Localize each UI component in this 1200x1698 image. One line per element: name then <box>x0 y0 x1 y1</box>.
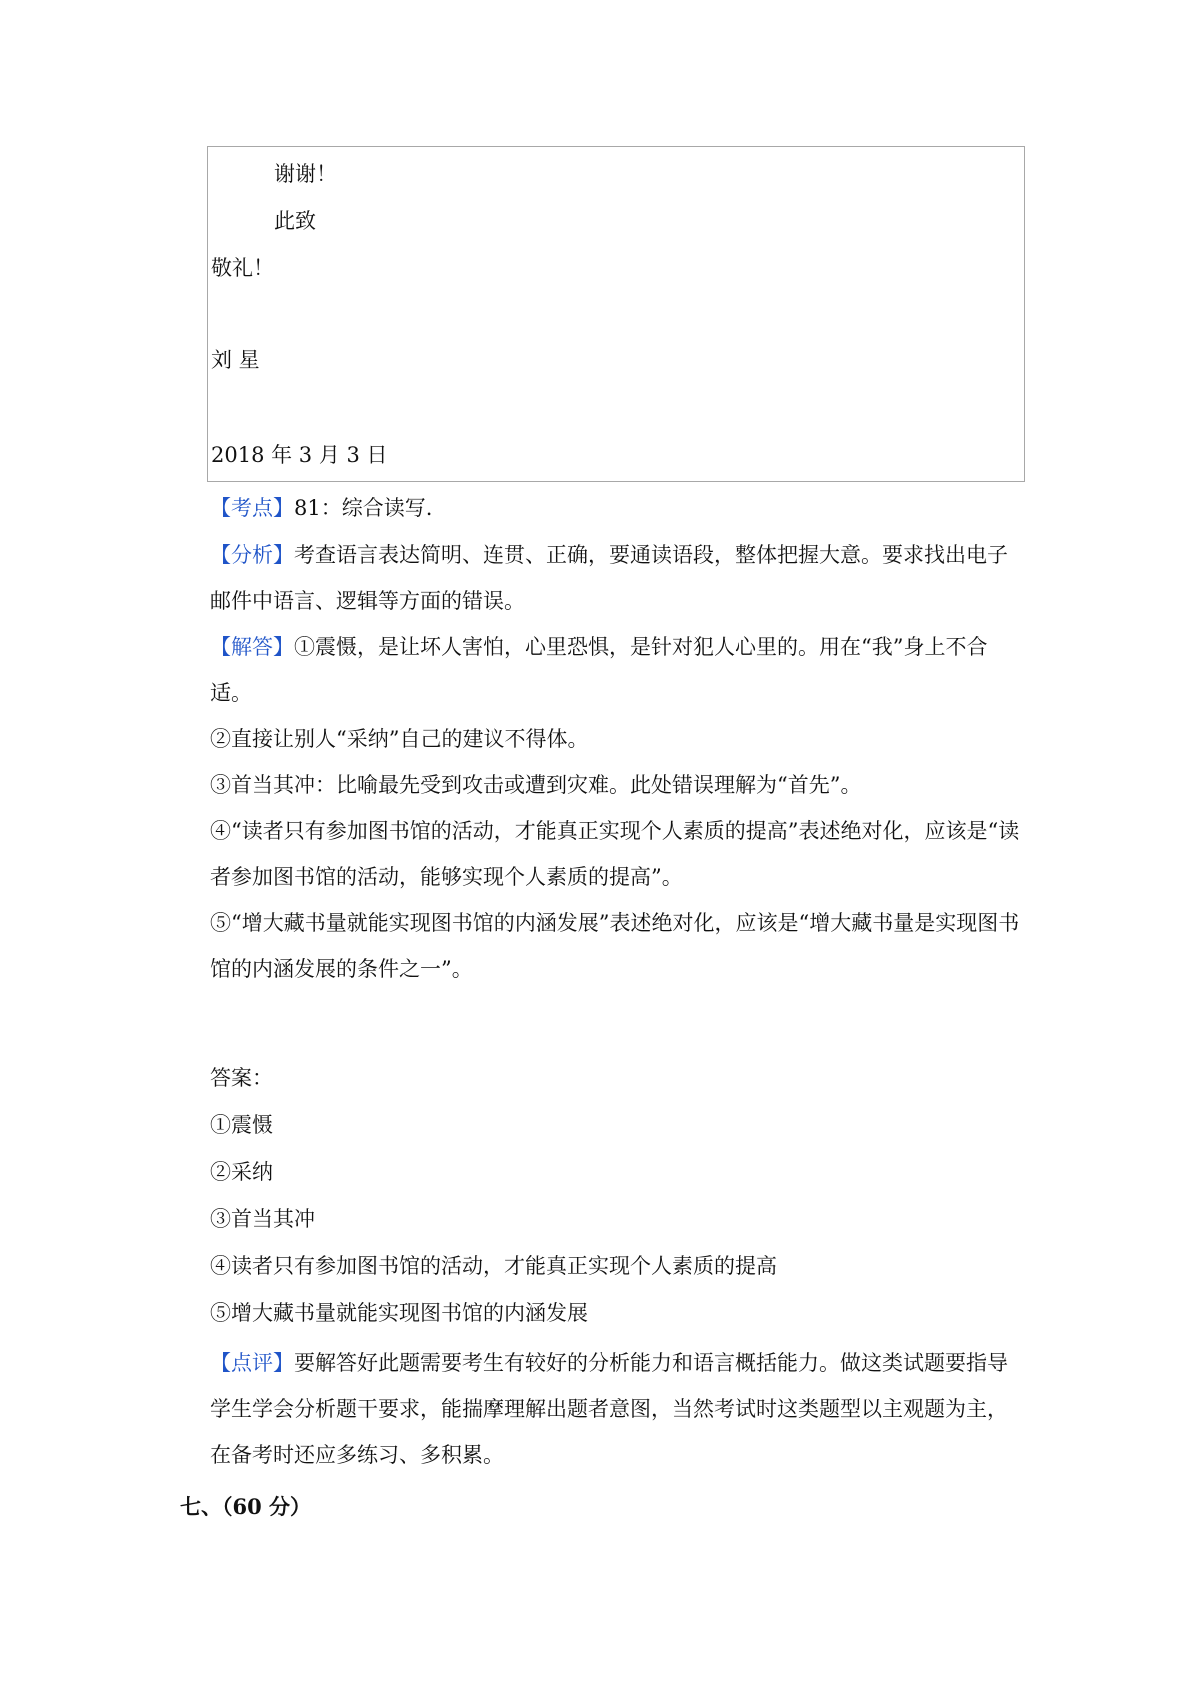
answer-item: ①震慑 <box>210 1113 273 1137</box>
kaodian-line <box>210 493 432 523</box>
letter-jingli: 敬礼！ <box>211 256 274 280</box>
jieda-item-3: ③首当其冲：比喻最先受到攻击或遭到灾难。此处错误理解为“首先”。 <box>210 773 862 797</box>
letter-signature: 刘 星 <box>211 348 260 372</box>
kaodian-text: 81：综合读写. <box>294 496 433 520</box>
letter-thanks: 谢谢！ <box>274 162 337 186</box>
letter-cizhi: 此致 <box>274 209 316 233</box>
fenxi-paragraph <box>210 532 1025 624</box>
answer-item: ③首当其冲 <box>210 1207 315 1231</box>
section-title: 七、（60 分） <box>180 1494 312 1519</box>
dianping-text: 要解答好此题需要考生有较好的分析能力和语言概括能力。做这类试题要指导学生学会分析题干要求，能揣摩理解出题者意图，当然考试时这类题型以主观题为主，在备考时还应多练习、多积累。 <box>210 1351 1008 1467</box>
letter-date: 2018 年 3 月 3 日 <box>211 443 388 467</box>
letter-ending-box <box>207 146 1025 482</box>
jieda-paragraph <box>210 624 1025 716</box>
jieda-text: ①震慑，是让坏人害怕，心里恐惧，是针对犯人心里的。用在“我”身上不合适。 <box>210 635 988 705</box>
answer-item: ②采纳 <box>210 1160 273 1184</box>
kaodian-tag: 【考点】 <box>210 496 294 520</box>
dianping-paragraph <box>210 1340 1025 1478</box>
jieda-item-2: ②直接让别人“采纳”自己的建议不得体。 <box>210 727 589 751</box>
answer-item: ⑤增大藏书量就能实现图书馆的内涵发展 <box>210 1301 588 1325</box>
jieda-tag: 【解答】 <box>210 635 294 659</box>
fenxi-text: 考查语言表达简明、连贯、正确，要通读语段，整体把握大意。要求找出电子邮件中语言、逻辑等方面的错误。 <box>210 543 1008 613</box>
jieda-item-5: ⑤“增大藏书量就能实现图书馆的内涵发展”表述绝对化，应该是“增大藏书量是实现图书馆的内涵发展的条件之一”。 <box>210 911 1020 981</box>
dianping-tag: 【点评】 <box>210 1351 294 1375</box>
fenxi-tag: 【分析】 <box>210 543 294 567</box>
jieda-item-4: ④“读者只有参加图书馆的活动，才能真正实现个人素质的提高”表述绝对化，应该是“读者参加图书馆的活动，能够实现个人素质的提高”。 <box>210 819 1020 889</box>
answer-label: 答案： <box>210 1066 273 1090</box>
answer-item: ④读者只有参加图书馆的活动，才能真正实现个人素质的提高 <box>210 1254 777 1278</box>
